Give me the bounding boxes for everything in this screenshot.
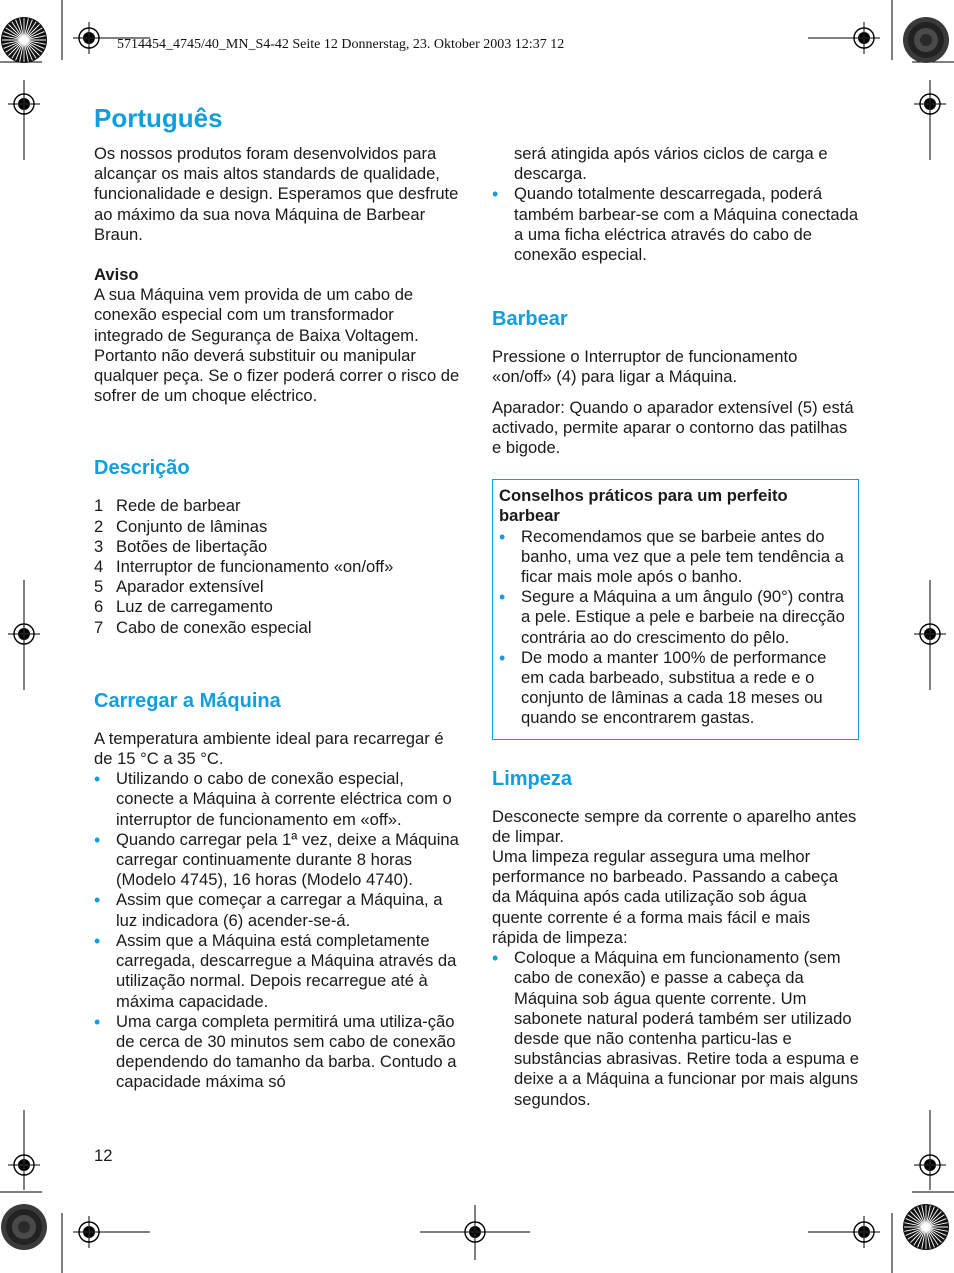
list-item: 5 Aparador extensível [94,577,264,597]
tips-bullets [499,527,852,729]
aviso-heading: Aviso [94,265,139,285]
limpeza-paragraph-1: Desconecte sempre da corrente o aparelho antes de limpar. [492,806,857,846]
list-item: • Uma carga completa permitirá uma utiliza-ção de cerca de 30 minutos sem cabo de conexão dependendo do tamanho da barba. Contudo a capacidade máxima só [94,1011,457,1092]
right-column [492,144,860,1110]
barbear-paragraph-1: Pressione o Interruptor de funcionamento «on/off» (4) para ligar a Máquina. [492,347,798,387]
carregar-continued: será atingida após vários ciclos de carga e descarga. [514,144,828,184]
carregar-bullets [94,769,464,1092]
list-item: 2 Conjunto de lâminas [94,516,268,536]
limpeza-paragraph-2: Uma limpeza regular assegura uma melhor performance no barbeado. Passando a cabeça da Máquina após cada utilização sob água quente corrente é a forma mais fácil e mais rápida de limpeza: [492,847,838,947]
list-item: 4 Interruptor de funcionamento «on/off» [94,557,394,577]
list-item: 6 Luz de carregamento [94,597,273,617]
list-item: • De modo a manter 100% de performance em cada barbeado, substitua a rede e o conjunto de lâminas a cada 18 meses ou quando se encontrarem gastas. [499,647,827,728]
carregar-heading: Carregar a Máquina [94,689,281,712]
left-column [94,144,464,1093]
barbear-paragraph-2: Aparador: Quando o aparador extensível (5) está activado, permite aparar o contorno das patilhas e bigode. [492,397,854,458]
list-item: • Quando carregar pela 1ª vez, deixe a Máquina carregar continuamente durante 8 horas (Modelo 4745), 16 horas (Modelo 4740). [94,829,459,890]
list-item: • Assim que começar a carregar a Máquina, a luz indicadora (6) acender-se-á. [94,890,443,930]
list-item: 7 Cabo de conexão especial [94,617,312,637]
page-title: Português [94,103,223,133]
list-item: • Assim que a Máquina está completamente carregada, descarregue a Máquina através da utilização normal. Depois recarregue até à máxima capacidade. [94,930,457,1011]
list-item: 3 Botões de libertação [94,536,268,556]
list-item: 1 Rede de barbear [94,496,241,516]
limpeza-bullets [492,948,860,1110]
list-item: • Quando totalmente descarregada, poderá também barbear-se com a Máquina conectada a uma ficha eléctrica através do cabo de conexão especial. [492,184,859,265]
list-item: • Coloque a Máquina em funcionamento (sem cabo de conexão) e passe a cabeça da Máquina sob água quente corrente. Um sabonete natural poderá também ser utilizado desde que não contenha particu-las e substâncias abrasivas. Retire toda a espuma e deixe a a Máquina a funcionar por mais alguns segundos. [492,948,859,1109]
list-item: • Utilizando o cabo de conexão especial, conecte a Máquina à corrente eléctrica com o interruptor de funcionamento em «off». [94,769,452,829]
page-number: 12 [94,1146,113,1165]
carregar-intro: A temperatura ambiente ideal para recarregar é de 15 °C a 35 °C. [94,728,444,769]
list-item: • Segure a Máquina a um ângulo (90°) contra a pele. Estique a pele e barbeie na direcção contrária ao do crescimento do pêlo. [499,587,845,647]
print-slug: 5714454_4745/40_MN_S4-42 Seite 12 Donnerstag, 23. Oktober 2003 12:37 12 [117,37,565,52]
tips-box [492,479,859,739]
descricao-heading: Descrição [94,457,190,480]
barbear-heading: Barbear [492,308,568,331]
tips-heading: Conselhos práticos para um perfeito barbear [499,486,788,526]
parts-list [94,496,464,637]
limpeza-heading: Limpeza [492,767,573,790]
list-item: • Recomendamos que se barbeie antes do banho, uma vez que a pele tem tendência a ficar mais mole após o banho. [499,526,844,587]
carregar-bullets-continued [492,184,860,265]
aviso-text: A sua Máquina vem provida de um cabo de conexão especial com um transformador integrado de Segurança de Baixa Voltagem. Portanto não deverá substituir ou manipular qualquer peça. Se o fizer poderá correr o risco de sofrer de um choque eléctrico. [94,285,460,406]
intro-paragraph: Os nossos produtos foram desenvolvidos para alcançar os mais altos standards de qualidade, funcionalidade e design. Esperamos que desfrute ao máximo da sua nova Máquina de Barbear Braun. [94,144,459,244]
